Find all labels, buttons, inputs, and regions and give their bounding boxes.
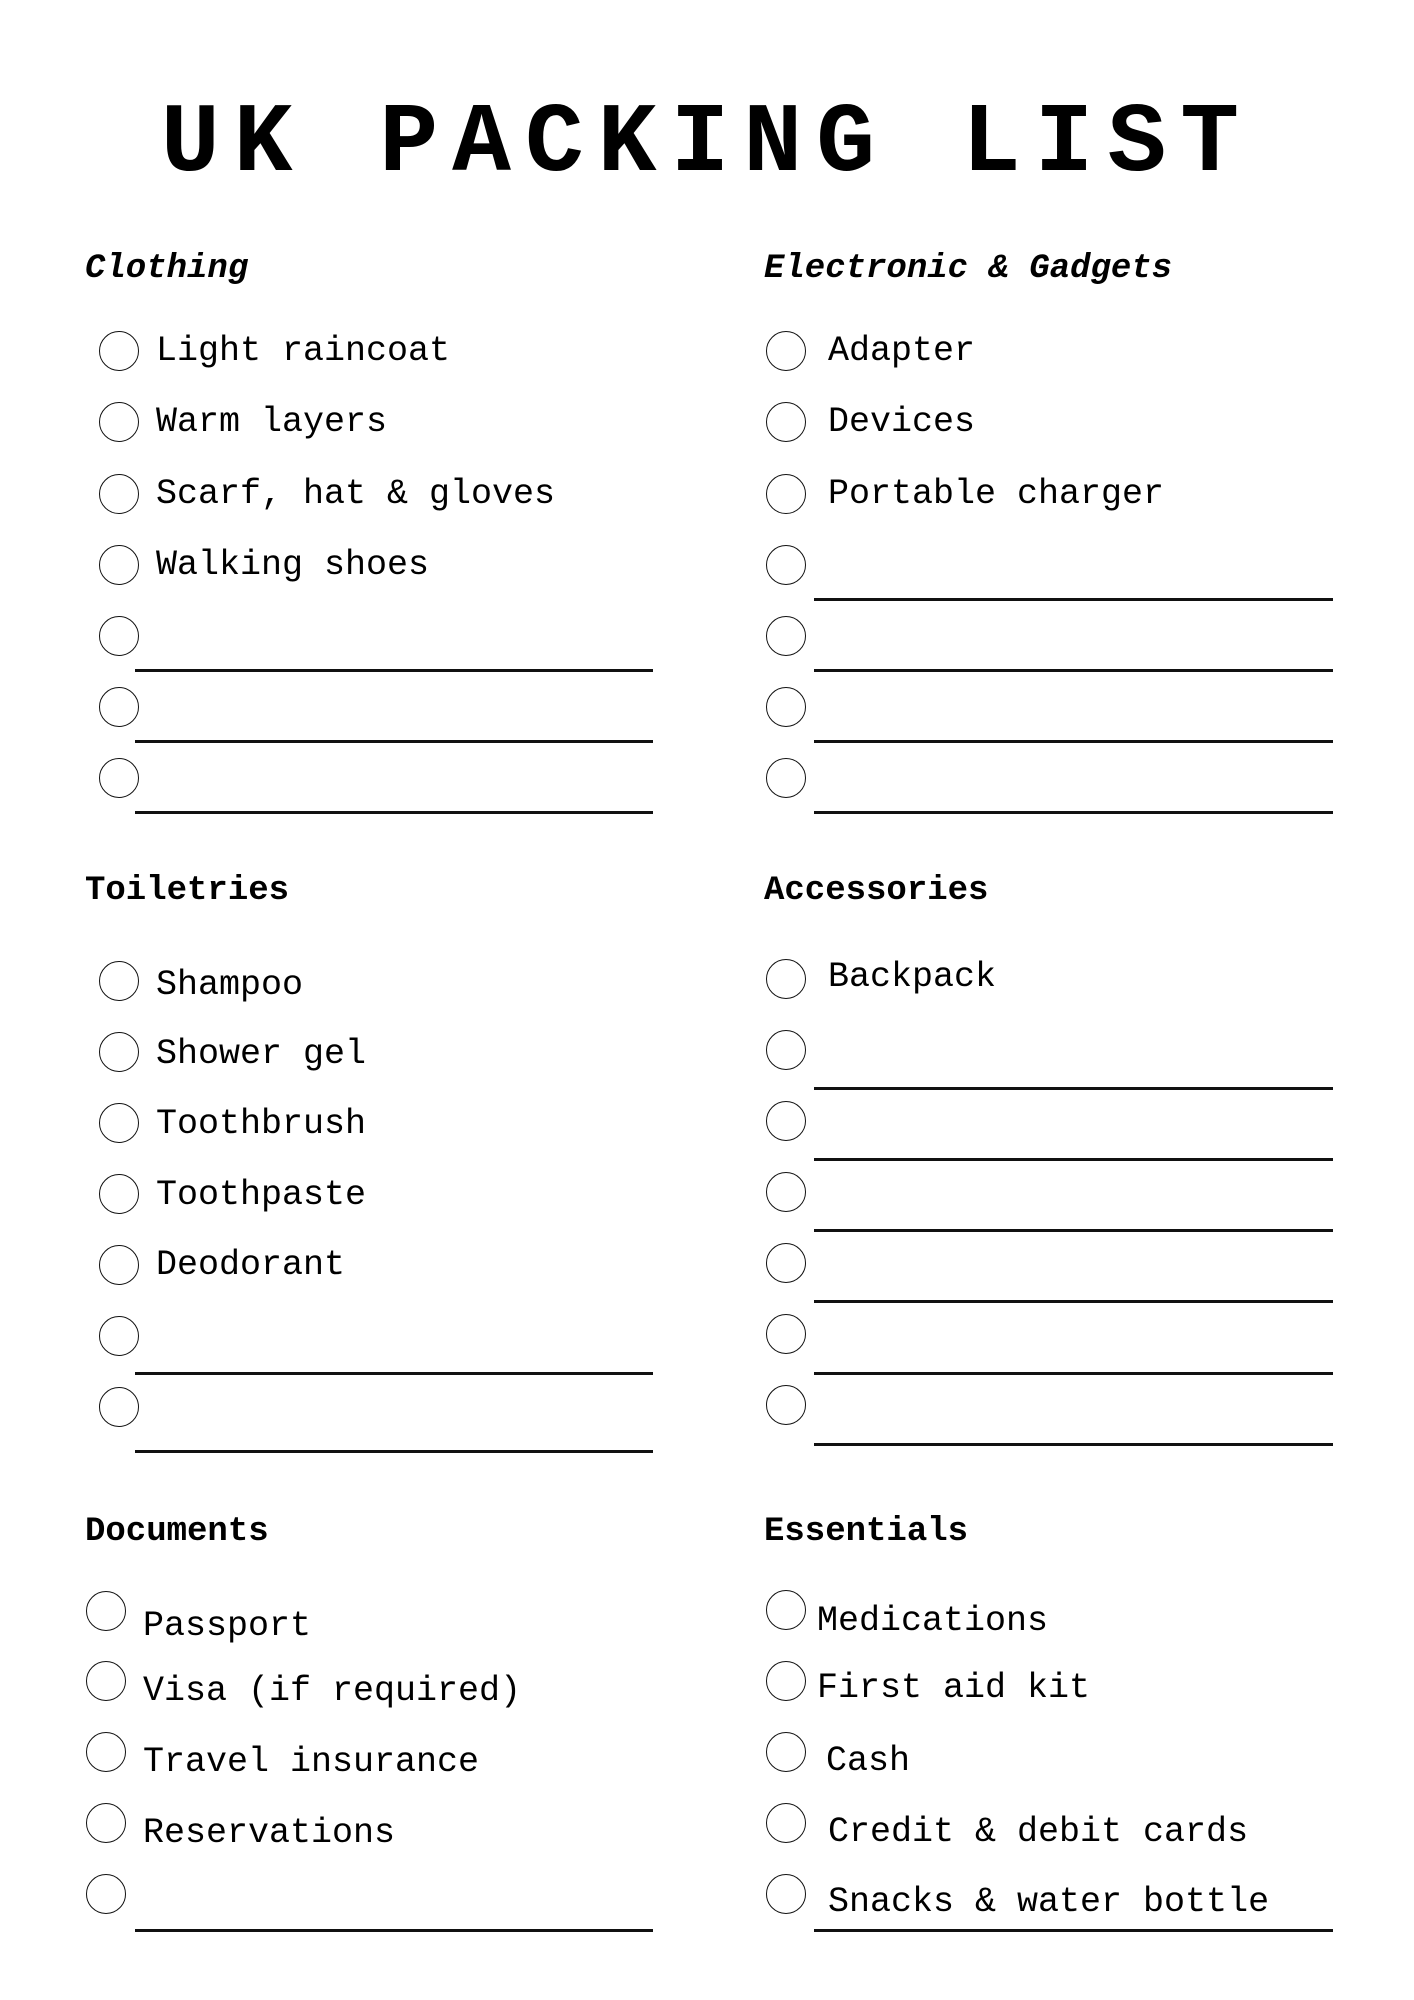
checkbox-icon[interactable]	[766, 1590, 806, 1630]
write-in-line	[135, 1372, 653, 1375]
write-in-line	[135, 740, 653, 743]
write-in-line	[814, 598, 1333, 601]
write-in-line	[814, 740, 1333, 743]
write-in-line	[814, 1300, 1333, 1303]
write-in-line	[814, 1372, 1333, 1375]
write-in-line	[135, 1929, 653, 1932]
section-title-accessories: Accessories	[764, 872, 989, 910]
checkbox-icon[interactable]	[99, 331, 139, 371]
list-item: Scarf, hat & gloves	[156, 474, 556, 514]
list-item: Light raincoat	[156, 331, 451, 371]
checkbox-icon[interactable]	[99, 402, 139, 442]
list-item: Toothpaste	[156, 1175, 367, 1215]
checkbox-icon[interactable]	[99, 1245, 139, 1285]
blank-entry-field[interactable]	[828, 628, 1328, 668]
checkbox-icon[interactable]	[99, 616, 139, 656]
list-item: Adapter	[828, 331, 976, 371]
checkbox-icon[interactable]	[99, 1174, 139, 1214]
checkbox-icon[interactable]	[86, 1874, 126, 1914]
checkbox-icon[interactable]	[766, 616, 806, 656]
checkbox-icon[interactable]	[99, 1103, 139, 1143]
blank-entry-field[interactable]	[150, 770, 650, 810]
checkbox-icon[interactable]	[99, 474, 139, 514]
checkbox-icon[interactable]	[86, 1591, 126, 1631]
blank-entry-field[interactable]	[150, 628, 650, 668]
write-in-line	[814, 811, 1333, 814]
checkbox-icon[interactable]	[766, 1101, 806, 1141]
checkbox-icon[interactable]	[766, 1732, 806, 1772]
write-in-line	[814, 1443, 1333, 1446]
checkbox-icon[interactable]	[99, 961, 139, 1001]
blank-entry-field[interactable]	[828, 1329, 1328, 1369]
list-item: Travel insurance	[143, 1742, 480, 1782]
section-title-essentials: Essentials	[764, 1513, 969, 1551]
checkbox-icon[interactable]	[99, 687, 139, 727]
list-item: Deodorant	[156, 1245, 346, 1285]
checkbox-icon[interactable]	[766, 959, 806, 999]
blank-entry-field[interactable]	[828, 1400, 1328, 1440]
write-in-line	[814, 1929, 1333, 1932]
checkbox-icon[interactable]	[86, 1803, 126, 1843]
checkbox-icon[interactable]	[86, 1732, 126, 1772]
checkbox-icon[interactable]	[99, 1316, 139, 1356]
blank-entry-field[interactable]	[828, 557, 1328, 597]
section-title-electronics: Electronic & Gadgets	[764, 250, 1173, 288]
checkbox-icon[interactable]	[766, 402, 806, 442]
checkbox-icon[interactable]	[766, 1030, 806, 1070]
write-in-line	[135, 1450, 653, 1453]
checkbox-icon[interactable]	[766, 1385, 806, 1425]
write-in-line	[814, 1158, 1333, 1161]
checkbox-icon[interactable]	[99, 545, 139, 585]
blank-entry-field[interactable]	[828, 1258, 1328, 1298]
checkbox-icon[interactable]	[766, 687, 806, 727]
list-item: Visa (if required)	[143, 1671, 522, 1711]
write-in-line	[814, 1087, 1333, 1090]
blank-entry-field[interactable]	[150, 1888, 650, 1928]
section-title-toiletries: Toiletries	[85, 872, 290, 910]
list-item: Walking shoes	[156, 545, 430, 585]
checkbox-icon[interactable]	[766, 1661, 806, 1701]
blank-entry-field[interactable]	[150, 1404, 650, 1444]
list-item: Devices	[828, 402, 976, 442]
page-title: UK PACKING LIST	[160, 89, 1254, 200]
write-in-line	[814, 1229, 1333, 1232]
write-in-line	[135, 669, 653, 672]
checkbox-icon[interactable]	[766, 1874, 806, 1914]
list-item: Toothbrush	[156, 1104, 367, 1144]
checkbox-icon[interactable]	[86, 1661, 126, 1701]
list-item: Shower gel	[156, 1034, 367, 1074]
list-item: Passport	[143, 1606, 312, 1646]
list-item: Warm layers	[156, 402, 388, 442]
list-item: Reservations	[143, 1813, 396, 1853]
list-item: First aid kit	[817, 1668, 1091, 1708]
list-item: Portable charger	[828, 474, 1165, 514]
list-item: Shampoo	[156, 965, 304, 1005]
blank-entry-field[interactable]	[150, 1328, 650, 1368]
checkbox-icon[interactable]	[99, 1032, 139, 1072]
list-item: Medications	[817, 1601, 1049, 1641]
checkbox-icon[interactable]	[766, 1803, 806, 1843]
write-in-line	[814, 669, 1333, 672]
checkbox-icon[interactable]	[766, 1314, 806, 1354]
blank-entry-field[interactable]	[828, 1187, 1328, 1227]
list-item: Credit & debit cards	[828, 1812, 1249, 1852]
checkbox-icon[interactable]	[766, 1172, 806, 1212]
checkbox-icon[interactable]	[766, 474, 806, 514]
blank-entry-field[interactable]	[828, 1116, 1328, 1156]
blank-entry-field[interactable]	[150, 699, 650, 739]
checkbox-icon[interactable]	[766, 331, 806, 371]
checkbox-icon[interactable]	[766, 545, 806, 585]
blank-entry-field[interactable]	[828, 770, 1328, 810]
write-in-line	[135, 811, 653, 814]
blank-entry-field[interactable]	[828, 1045, 1328, 1085]
section-title-documents: Documents	[85, 1513, 269, 1551]
checkbox-icon[interactable]	[99, 758, 139, 798]
list-item: Cash	[826, 1741, 911, 1781]
checkbox-icon[interactable]	[766, 1243, 806, 1283]
blank-entry-field[interactable]	[828, 699, 1328, 739]
list-item: Backpack	[828, 957, 997, 997]
checkbox-icon[interactable]	[766, 758, 806, 798]
checkbox-icon[interactable]	[99, 1387, 139, 1427]
section-title-clothing: Clothing	[85, 250, 249, 288]
list-item: Snacks & water bottle	[828, 1882, 1270, 1922]
